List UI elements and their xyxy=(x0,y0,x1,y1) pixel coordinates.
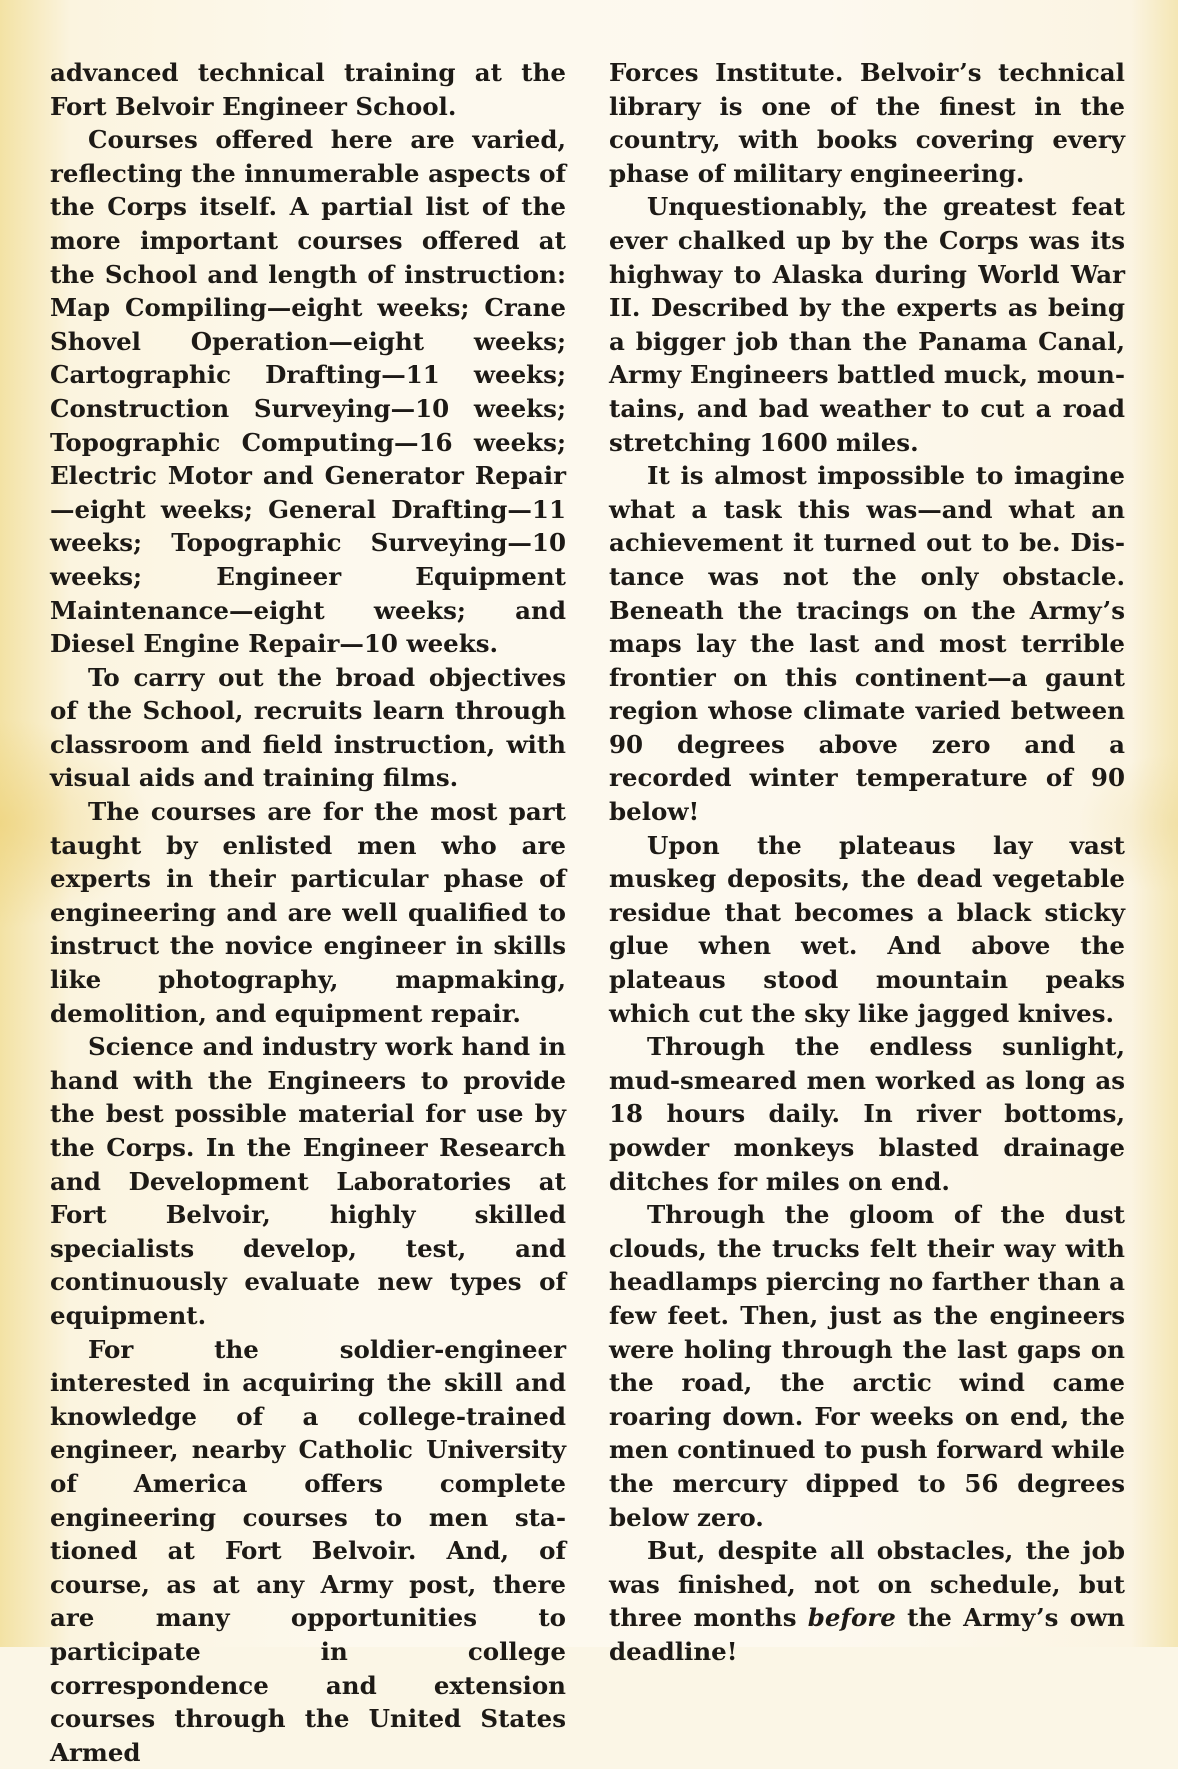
paragraph: Forces Institute. Belvoir’s technical library is one of the finest in the country, with books covering every phase of military engineering. xyxy=(609,58,1125,188)
paragraph: Courses offered here are varied, reflecting the innumerable aspects of the Corps itself. A partial list of the more important courses offered at the School and length of instruction: Map Compiling—eight weeks; Crane Shovel Operation—eight weeks; Cartographic Drafting—11 weeks; Construction Surveying—10 weeks; Topographic Computing—16 weeks; Electric Motor and Generator Repair—eight weeks; General Drafting—11 weeks; Topographic Surveying—10 weeks; Engineer Equipment Maintenance—eight weeks; and Diesel Engine Repair—10 weeks. xyxy=(50,125,566,659)
paragraph: It is almost impossible to imagine what a task this was—and what an achievement it turned out to be. Distance was not the only obstacle. Beneath the tracings on the Army’s maps lay the last and most terrible frontier on this continent—a gaunt region whose climate varied between 90 degrees above zero and a recorded winter temperature of 90 below! xyxy=(609,461,1125,827)
paragraph: Through the gloom of the dust clouds, the trucks felt their way with headlamps piercing no farther than a few feet. Then, just as the engineers were holing through the last gaps on the road, the arctic wind came roaring down. For weeks on end, the men continued to push forward while the mercury dipped to 56 degrees below zero. xyxy=(609,1200,1125,1532)
right-column xyxy=(609,56,1125,1669)
paragraph: For the soldier-engineer interested in acquiring the skill and knowledge of a college-trained engineer, nearby Catholic University of America offers complete engineering courses to men stationed at Fort Belvoir. And, of course, as at any Army post, there are many opportunities to participate in college correspondence and extension courses through the United States Armed xyxy=(50,1334,566,1767)
left-column xyxy=(50,56,566,1769)
paragraph: Unquestionably, the greatest feat ever chalked up by the Corps was its highway to Alaska during World War II. Described by the experts as being a bigger job than the Panama Canal, Army Engineers battled muck, mountains, and bad weather to cut a road stretching 1600 miles. xyxy=(609,192,1125,457)
final-paragraph-text: But, despite all obstacles, the job was finished, not on schedule, but three months xyxy=(609,1536,1125,1633)
paragraph: Through the endless sunlight, mud-smeared men worked as long as 18 hours daily. In river bottoms, powder monkeys blasted drainage ditches for miles on end. xyxy=(609,1032,1125,1196)
final-paragraph-text-end: the Army’s own deadline! xyxy=(609,1603,1125,1666)
paragraph: The courses are for the most part taught by enlisted men who are experts in their particular phase of engineering and are well qualified to instruct the novice engineer in skills like photography, mapmaking, demolition, and equipment repair. xyxy=(50,797,566,1028)
paragraph: Science and industry work hand in hand with the Engineers to provide the best possible material for use by the Corps. In the Engineer Research and Development Laboratories at Fort Belvoir, highly skilled specialists develop, test, and continuously evaluate new types of equipment. xyxy=(50,1032,566,1330)
paragraph: advanced technical training at the Fort Belvoir Engineer School. xyxy=(50,58,566,121)
paragraph: Upon the plateaus lay vast muskeg deposits, the dead vegetable residue that becomes a black sticky glue when wet. And above the plateaus stood mountain peaks which cut the sky like jagged knives. xyxy=(609,830,1125,1028)
paragraph: To carry out the broad objectives of the School, recruits learn through classroom and field instruction, with visual aids and training films. xyxy=(50,662,566,793)
final-paragraph xyxy=(609,1534,1125,1668)
emphasized-word: before xyxy=(807,1603,896,1633)
